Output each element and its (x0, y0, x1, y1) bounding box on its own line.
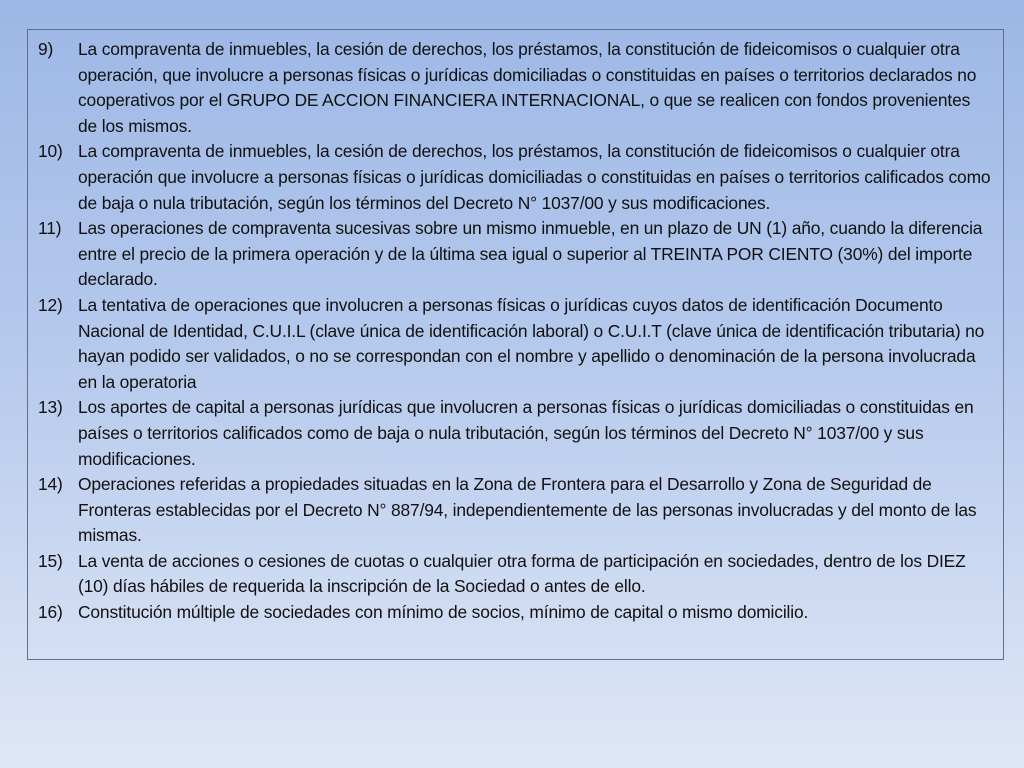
list-item (38, 139, 991, 216)
list-item-number: 14) (38, 474, 63, 495)
list-item-number: 13) (38, 397, 63, 418)
list-item-text: Constitución múltiple de sociedades con mínimo de socios, mínimo de capital o mismo domicilio. (78, 602, 809, 623)
list-item-text: Los aportes de capital a personas jurídicas que involucren a personas físicas o jurídicas domiciliadas o constituidas en países o territorios calificados como de baja o nula tributación, según los términos del Decreto N° 1037/00 y sus modificaciones. (78, 397, 974, 469)
list-item-text: La compraventa de inmuebles, la cesión de derechos, los préstamos, la constitución de fideicomisos o cualquier otra operación, que involucre a personas físicas o jurídicas domiciliadas o constituidas en países o territorios declarados no cooperativos por el GRUPO DE ACCION FINANCIERA INTERNACIONAL, o que se realicen con fondos provenientes de los mismos. (78, 39, 977, 136)
list-item (38, 216, 991, 293)
list-item (38, 600, 991, 626)
list-item-text: Operaciones referidas a propiedades situadas en la Zona de Frontera para el Desarrollo y Zona de Seguridad de Fronteras establecidas por el Decreto N° 887/94, independientemente de las personas involucradas y del monto de las mismas. (78, 474, 977, 546)
list-item-number: 15) (38, 550, 63, 571)
list-item (38, 293, 991, 395)
list-item-number: 10) (38, 141, 63, 162)
list-item (38, 37, 991, 139)
list-item-text: La venta de acciones o cesiones de cuotas o cualquier otra forma de participación en sociedades, dentro de los DIEZ (10) días hábiles de requerida la inscripción de la Sociedad o antes de ello. (78, 550, 966, 597)
list-item (38, 472, 991, 549)
slide-text-box (27, 29, 1004, 660)
list-item (38, 549, 991, 600)
list-item-text: La tentativa de operaciones que involucren a personas físicas o jurídicas cuyos datos de identificación Documento Nacional de Identidad, C.U.I.L (clave única de identificación laboral) o C.U.I.T (clave única de identificación tributaria) no hayan podido ser validados, o no se correspondan con el nombre y apellido o denominación de la persona involucrada en la operatoria (78, 294, 985, 392)
list-item-number: 12) (38, 294, 63, 315)
list-item-text: Las operaciones de compraventa sucesivas sobre un mismo inmueble, en un plazo de UN (1) año, cuando la diferencia entre el precio de la primera operación y de la última sea igual o superior al TREINTA POR CIENTO (30%) del importe declarado. (78, 218, 983, 290)
list-item-text: La compraventa de inmuebles, la cesión de derechos, los préstamos, la constitución de fideicomisos o cualquier otra operación que involucre a personas físicas o jurídicas domiciliadas o constituidas en países o territorios calificados como de baja o nula tributación, según los términos del Decreto N° 1037/00 y sus modificaciones. (78, 141, 991, 213)
list-item-number: 9) (38, 39, 54, 59)
list-item (38, 395, 991, 472)
list-item-number: 11) (38, 218, 62, 239)
numbered-list (38, 37, 991, 626)
list-item-number: 16) (38, 602, 63, 623)
